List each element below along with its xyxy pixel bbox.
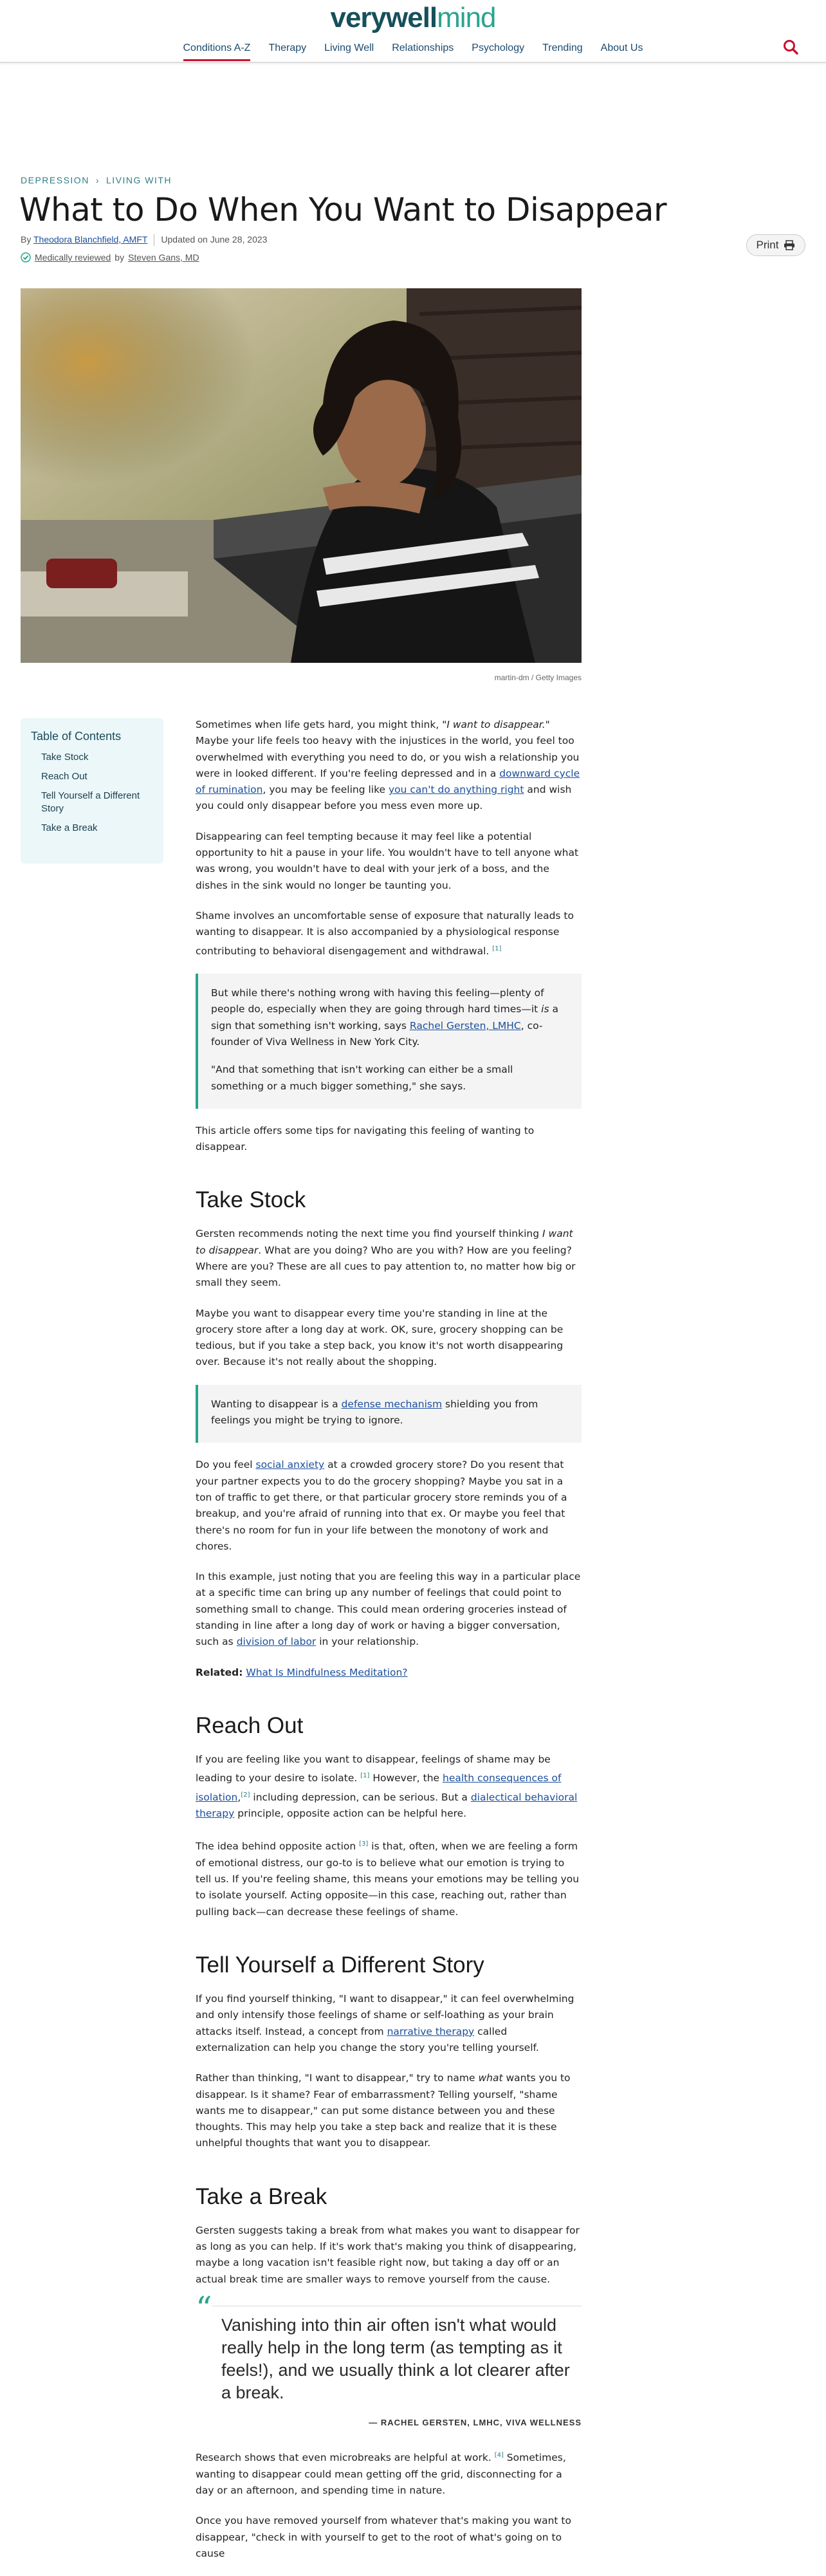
isolation-link[interactable]: health consequences of isolation: [196, 1772, 562, 1803]
breadcrumb-living-with[interactable]: LIVING WITH: [106, 175, 172, 185]
toc-title: Table of Contents: [31, 730, 122, 743]
citation-ref[interactable]: [3]: [359, 1840, 369, 1848]
paragraph: Disappearing can feel tempting because it may feel like a potential opportunity to hit a pause in your life. You wouldn't have to tell anyone what was wrong, you wouldn't have to deal with your jerk of a boss, and the dishes in the sink would no longer be taunting you.: [196, 830, 579, 891]
paragraph: This article offers some tips for navigating this feeling of wanting to disappear.: [196, 1124, 535, 1153]
nav-psychology[interactable]: Psychology: [472, 42, 525, 53]
image-credit: martin-dm / Getty Images: [494, 673, 582, 682]
nav-living-well[interactable]: Living Well: [324, 42, 374, 53]
cant-do-anything-right-link[interactable]: you can't do anything right: [388, 784, 524, 796]
hero-image: [21, 288, 582, 663]
nav-about[interactable]: About Us: [600, 42, 643, 53]
author-link[interactable]: Theodora Blanchfield, AMFT: [33, 234, 148, 245]
paragraph: If you find yourself thinking, "I want to disappear," it can feel overwhelming and only intensify those feelings of shame or self-loathing as your brain attacks itself. Instead, a concept from narrative therapy called externalization can help you change the story you're telling yourself.: [196, 1993, 574, 2053]
quote-mark-icon: “: [196, 2289, 212, 2327]
dbt-link[interactable]: dialectical behavioral therapy: [196, 1791, 578, 1820]
updated-date: Updated on June 28, 2023: [161, 234, 268, 245]
rachel-gersten-link[interactable]: Rachel Gersten, LMHC: [409, 1019, 521, 1032]
pull-quote-text: Vanishing into thin air often isn't what would really help in the long term (as tempting as it feels!), and we usually think a lot clearer after a break.: [221, 2315, 570, 2402]
reviewer-link[interactable]: Steven Gans, MD: [128, 252, 199, 263]
breadcrumb-separator-icon: ›: [95, 175, 100, 185]
site-header: [0, 0, 826, 63]
defense-mechanism-link[interactable]: defense mechanism: [341, 1398, 443, 1410]
printer-icon: [784, 240, 795, 250]
review-by: by: [115, 252, 125, 263]
pull-quote-attribution: — RACHEL GERSTEN, LMHC, VIVA WELLNESS: [369, 2417, 582, 2427]
citation-ref[interactable]: [2]: [241, 1791, 250, 1799]
table-of-contents: [21, 718, 163, 864]
paragraph: Research shows that even microbreaks are helpful at work. [4] Sometimes, wanting to disappear could mean getting off the grid, disconnecting for a day or an afternoon, and spending time in nature.: [196, 2452, 566, 2496]
citation-ref[interactable]: [1]: [360, 1772, 370, 1780]
main-nav: [0, 41, 826, 61]
division-of-labor-link[interactable]: division of labor: [236, 1636, 317, 1648]
heading-different-story: Tell Yourself a Different Story: [196, 1952, 484, 1978]
page-title: What to Do When You Want to Disappear: [19, 191, 667, 228]
nav-relationships[interactable]: Relationships: [392, 42, 454, 53]
paragraph: If you are feeling like you want to disappear, feelings of shame may be leading to your desire to isolate. [1] However, the health consequences of isolation,[2] including depression, can be serious. But a dialectical behavioral therapy principle, opposite action can be helpful here.: [196, 1753, 578, 1820]
toc-item-take-stock[interactable]: Take Stock: [41, 752, 89, 763]
site-logo[interactable]: verywellmind: [330, 2, 496, 33]
woman-on-balcony-photo: [21, 288, 582, 663]
paragraph: Once you have removed yourself from whatever that's making you want to disappear, "check in with yourself to get to the root of what's going on to cause: [196, 2515, 571, 2559]
paragraph: Gersten suggests taking a break from what makes you want to disappear for as long as you can help. If it's work that's making you think of disappearing, maybe a long vacation isn't feasible right now, but taking a day off or an actual break time are smaller ways to remove yourself from the cause.: [196, 2224, 580, 2285]
breadcrumb: [21, 175, 172, 185]
print-button[interactable]: [746, 234, 805, 256]
article-body: [196, 717, 582, 2576]
pull-quote: [196, 2289, 582, 2431]
search-icon[interactable]: [782, 39, 799, 55]
byline-by: By: [21, 234, 32, 245]
byline: [21, 234, 267, 246]
related-link[interactable]: What Is Mindfulness Meditation?: [246, 1666, 408, 1678]
heading-reach-out: Reach Out: [196, 1712, 304, 1738]
heading-take-a-break: Take a Break: [196, 2183, 327, 2209]
paragraph: Rather than thinking, "I want to disappear," try to name what wants you to disappear. Is it shame? Fear of embarrassment? Telling yourself, "shame wants me to disappear," can put some distance between you and these thoughts. This may help you take a step back and realize that it is these unhelpful thoughts that want you to disappear.: [196, 2072, 571, 2149]
medically-reviewed-link[interactable]: Medically reviewed: [35, 252, 111, 263]
paragraph: Do you feel social anxiety at a crowded grocery store? Do you resent that your partner expects you to do the grocery shopping? Maybe you sat in a ton of traffic to get there, or that particular grocery store reminds you of a breakup, and you're afraid of running into that ex. Or maybe you feel that there's no room for fun in your life between the monotony of work and chores.: [196, 1459, 567, 1552]
citation-ref[interactable]: [4]: [494, 2452, 504, 2460]
nav-therapy[interactable]: Therapy: [268, 42, 307, 53]
callout-box: But while there's nothing wrong with having this feeling—plenty of people do, especially when they are going through hard times—it is a sign that something isn't working, says Rachel Gersten, LMHC, co-founder of Viva Wellness in New York City. "And that something that isn't working can either be a small something or a much bigger something," she says.: [196, 974, 582, 1109]
paragraph: Sometimes when life gets hard, you might think, "I want to disappear." Maybe your life feels too heavy with the injustices in the world, you feel too overwhelmed with everything you need to do, or you wish a relationship you were in looked different. If you're feeling depressed and in a downward cycle of rumination, you may be feeling like you can't do anything right and wish you could only disappear before you mess even more up.: [196, 719, 580, 812]
related-article: Related: What Is Mindfulness Meditation?: [196, 1666, 408, 1678]
paragraph: Maybe you want to disappear every time you're standing in line at the grocery store after a long day at work. OK, sure, grocery shopping can be tedious, but if you take a step back, you know it's not worth disappearing over. Because it's not really about the shopping.: [196, 1307, 564, 1368]
social-anxiety-link[interactable]: social anxiety: [255, 1459, 325, 1471]
nav-conditions[interactable]: Conditions A-Z: [183, 41, 251, 61]
paragraph: The idea behind opposite action [3] is that, often, when we are feeling a form of emotional distress, our go-to is to believe what our emotion is trying to tell us. If you're feeling shame, this means your emotions may be telling you to isolate yourself. Acting opposite—in this case, reaching out, rather than pulling back—can decrease these feelings of shame.: [196, 1840, 580, 1918]
check-badge-icon: [21, 252, 31, 263]
rumination-link[interactable]: downward cycle of rumination: [196, 767, 580, 796]
nav-trending[interactable]: Trending: [542, 42, 583, 53]
paragraph: In this example, just noting that you are feeling this way in a particular place at a specific time can bring up any number of feelings that could point to something small to change. This could mean ordering groceries instead of standing in line after a long day of work or having a bigger conversation, such as division of labor in your relationship.: [196, 1571, 581, 1648]
toc-item-take-a-break[interactable]: Take a Break: [41, 822, 98, 833]
breadcrumb-depression[interactable]: DEPRESSION: [21, 175, 89, 185]
heading-take-stock: Take Stock: [196, 1187, 306, 1213]
callout-box: Wanting to disappear is a defense mechanism shielding you from feelings you might be trying to ignore.: [196, 1385, 582, 1443]
toc-item-reach-out[interactable]: Reach Out: [41, 771, 87, 782]
citation-ref[interactable]: [1]: [492, 945, 502, 952]
medical-review: [21, 252, 199, 263]
paragraph: Gersten recommends noting the next time you find yourself thinking I want to disappear. What are you doing? Who are you with? How are you feeling? Where are you? These are all cues to pay attention to, no matter how big or small they seem.: [196, 1228, 576, 1289]
paragraph: Shame involves an uncomfortable sense of exposure that naturally leads to wanting to disappear. It is also accompanied by a physiological response contributing to behavioral disengagement and withdrawal. [1]: [196, 909, 574, 957]
narrative-therapy-link[interactable]: narrative therapy: [387, 2025, 475, 2037]
toc-item-different-story[interactable]: Tell Yourself a Different Story: [41, 790, 140, 814]
print-label: Print: [756, 239, 779, 251]
